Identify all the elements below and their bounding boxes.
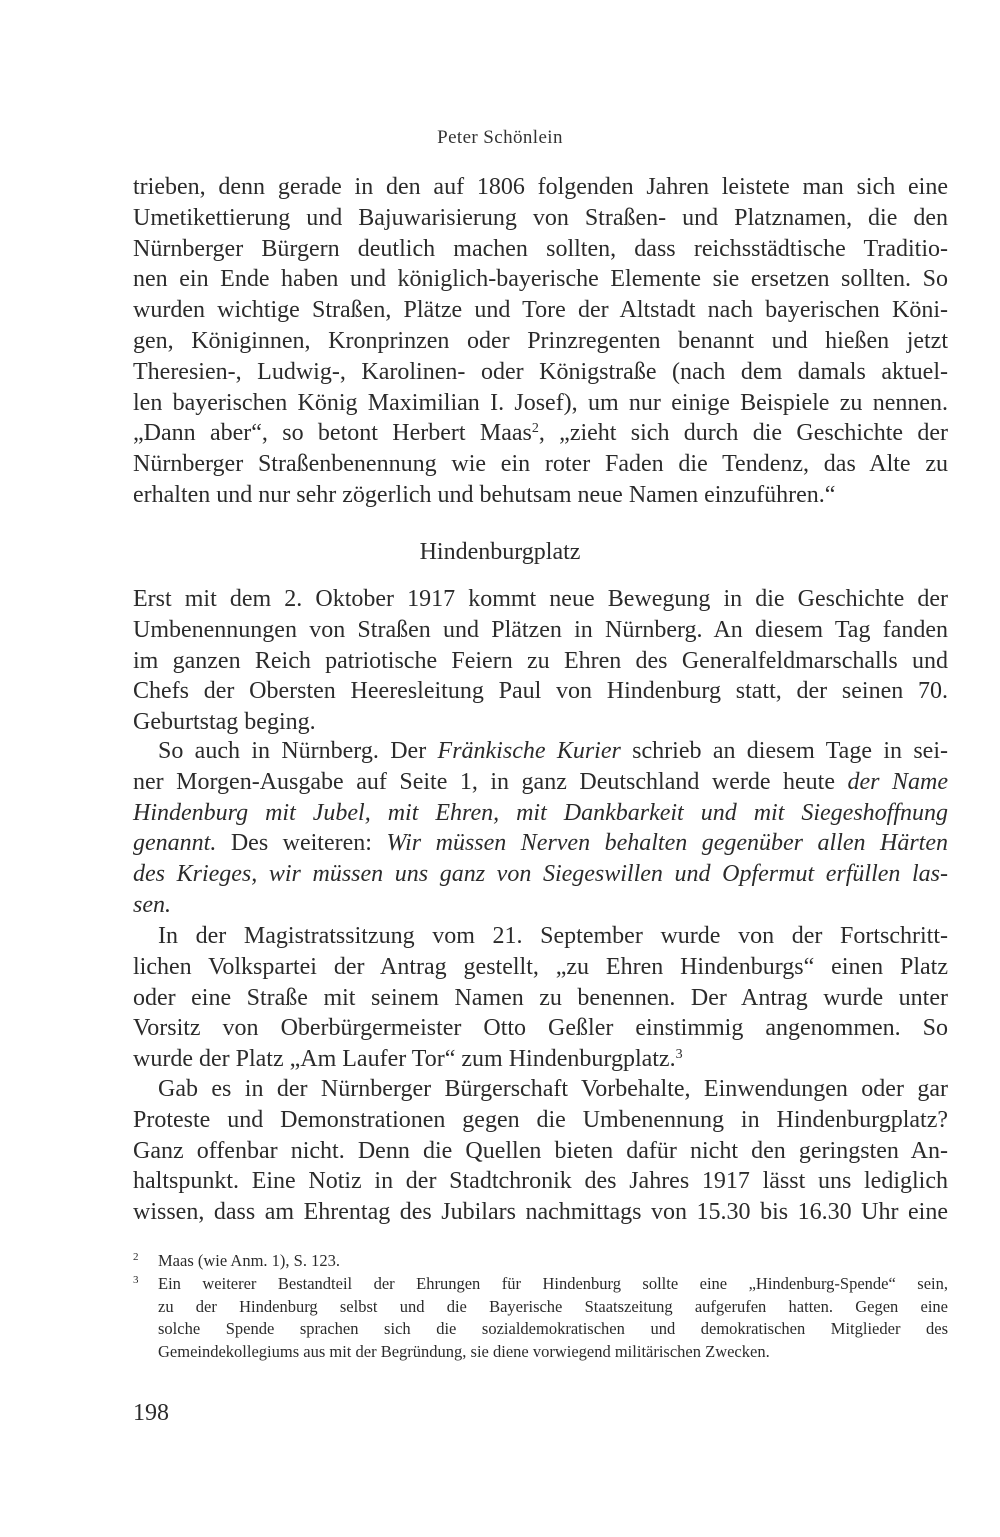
text-line — [133, 798, 948, 829]
footnote-ref-3: 3 — [675, 1047, 683, 1063]
quote-segment: der Name — [847, 768, 948, 795]
footnote-ref-2: 2 — [531, 421, 539, 437]
text-line: Umetikettierung und Bajuwarisierung von Straßen- und Platznamen, die den — [133, 204, 948, 231]
text-line: In der Magistratssitzung vom 21. September wurde von der Fortschritt- — [158, 923, 948, 949]
text-line: Vorsitz von Oberbürgermeister Otto Geßler einstimmig angenommen. So — [133, 1015, 948, 1042]
quote-segment: Hindenburg mit Jubel, mit Ehren, mit Dankbarkeit und mit Siegeshoffnung — [133, 799, 948, 826]
footnote-line — [133, 1273, 948, 1296]
text-line: Umbenennungen von Straßen und Plätzen in Nürnberg. An diesem Tag fanden — [133, 616, 948, 643]
footnote-2 — [133, 1250, 948, 1273]
text-line: oder eine Straße mit seinem Namen zu benennen. Der Antrag wurde unter — [133, 984, 948, 1011]
text-line: im ganzen Reich patriotische Feiern zu Ehren des Generalfeldmarschalls und — [133, 647, 948, 674]
text-line — [133, 859, 948, 890]
text-line — [133, 828, 948, 859]
footnote-3 — [133, 1273, 948, 1363]
text-segment: ner Morgen-Ausgabe auf Seite 1, in ganz Deutschland werde heute — [133, 768, 848, 795]
text-line: Proteste und Demonstrationen gegen die Umbenennung in Hindenburgplatz? — [133, 1106, 948, 1133]
text-line: Geburtstag beging. — [133, 709, 316, 736]
text-line — [133, 736, 948, 767]
text-line: gen, Königinnen, Kronprinzen oder Prinzregenten benannt und hießen jetzt — [133, 327, 948, 354]
text-line: lichen Volkspartei der Antrag gestellt, „zu Ehren Hindenburgs“ einen Platz — [133, 953, 948, 980]
paragraph-intro — [133, 172, 948, 511]
quote-segment: Wir müssen Nerven behalten gegenüber allen Härten — [386, 830, 948, 857]
text-segment: schrieb an diesem Tage in sei- — [620, 738, 948, 764]
text-line: Gab es in der Nürnberger Bürgerschaft Vorbehalte, Einwendungen oder gar — [158, 1076, 948, 1102]
text-line — [133, 418, 948, 449]
paragraph-kurier — [133, 736, 948, 921]
text-line: Nürnberger Bürgern deutlich machen sollten, dass reichsstädtische Traditio- — [133, 235, 948, 262]
quote-segment: des Krieges, wir müssen uns ganz von Siegeswillen und Opfermut erfüllen las- — [133, 861, 948, 888]
text-segment: wurde der Platz „Am Laufer Tor“ zum Hindenburgplatz. — [133, 1046, 676, 1073]
text-line: erhalten und nur sehr zögerlich und behutsam neue Namen einzuführen.“ — [133, 481, 836, 508]
text-line: nen ein Ende haben und königlich-bayerische Elemente sie ersetzen sollten. So — [133, 266, 948, 293]
text-line — [133, 767, 948, 798]
paragraph-magistrat — [133, 921, 948, 1075]
text-segment: Des weiteren: — [216, 830, 387, 857]
text-line — [133, 890, 948, 921]
text-line: Erst mit dem 2. Oktober 1917 kommt neue Bewegung in die Geschichte der — [133, 586, 948, 612]
paragraph-oktober — [133, 584, 948, 738]
text-line: len bayerischen König Maximilian I. Josef), um nur einige Beispiele zu nennen. — [133, 389, 948, 416]
running-head: Peter Schönlein — [437, 127, 563, 148]
footnote-line: solche Spende sprachen sich die sozialdemokratischen und demokratischen Mitglieder des — [158, 1319, 948, 1338]
text-line: Theresien-, Ludwig-, Karolinen- oder Königstraße (nach dem damals aktuel- — [133, 358, 948, 385]
text-line: trieben, denn gerade in den auf 1806 folgenden Jahren leistete man sich eine — [133, 174, 948, 200]
text-segment: , „zieht sich durch die Geschichte der — [538, 420, 949, 447]
footnote-line — [133, 1250, 948, 1273]
footnote-line: Gemeindekollegiums aus mit der Begründung, sie diene vorwiegend militärischen Zwecken. — [158, 1341, 770, 1361]
text-line: wissen, dass am Ehrentag des Jubilars nachmittags von 15.30 bis 16.30 Uhr eine — [133, 1199, 948, 1226]
text-line: Ganz offenbar nicht. Denn die Quellen bieten dafür nicht den geringsten An- — [133, 1137, 948, 1164]
text-line: Chefs der Obersten Heeresleitung Paul von Hindenburg statt, der seinen 70. — [133, 678, 948, 705]
quote-segment: sen. — [133, 891, 171, 918]
page-number: 198 — [133, 1400, 169, 1426]
footnote-number: 2 — [133, 1251, 139, 1263]
newspaper-title: Fränkische Kurier — [437, 738, 621, 764]
text-segment: So auch in Nürnberg. Der — [158, 738, 438, 764]
footnote-number: 3 — [133, 1274, 139, 1286]
footnote-text: Maas (wie Anm. 1), S. 123. — [158, 1251, 340, 1270]
text-segment: „Dann aber“, so betont Herbert Maas — [133, 420, 532, 447]
footnote-text: Ein weiterer Bestandteil der Ehrungen für Hindenburg sollte eine „Hindenburg-Spende“ sein, — [158, 1274, 948, 1293]
text-line — [133, 1044, 948, 1075]
text-line: haltspunkt. Eine Notiz in der Stadtchronik des Jahres 1917 lässt uns lediglich — [133, 1168, 948, 1195]
text-line: wurden wichtige Straßen, Plätze und Tore der Altstadt nach bayerischen Köni- — [133, 297, 948, 324]
footnote-line: zu der Hindenburg selbst und die Bayerische Staatszeitung aufgerufen hatten. Gegen eine — [158, 1296, 948, 1316]
paragraph-buergerschaft — [133, 1074, 948, 1228]
quote-segment: genannt. — [133, 830, 217, 857]
text-line: Nürnberger Straßenbenennung wie ein roter Faden die Tendenz, das Alte zu — [133, 451, 948, 478]
section-heading: Hindenburgplatz — [419, 539, 581, 565]
